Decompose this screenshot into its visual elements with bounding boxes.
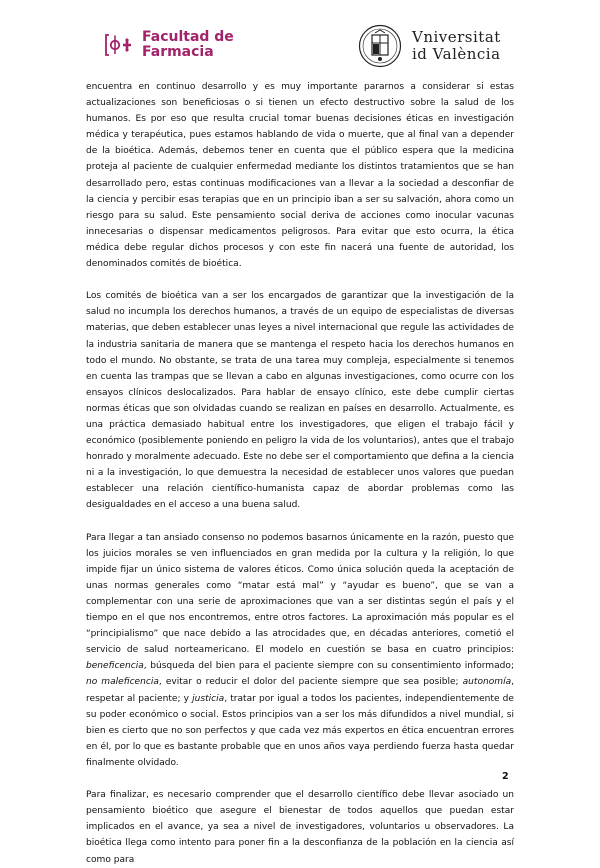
principle-beneficencia: beneficencia xyxy=(86,661,144,672)
faculty-name-line2: Farmacia xyxy=(142,44,214,60)
paragraph-text: Para finalizar, es necesario comprender que el desarrollo científico debe llevar asociado un pensamiento bioético que asegure el bienestar de todos aquellos que puedan estar implicados en el avance, ya sea a nivel de investigadores, voluntarios u observadores. La bioética llega como intento para poner fin a la desconfianza de la población en la ciencia así como para xyxy=(86,790,514,865)
body-text xyxy=(86,79,514,868)
paragraph-text: , respetar al paciente; y xyxy=(86,677,515,704)
paragraph xyxy=(86,79,514,272)
paragraph xyxy=(86,530,514,771)
paragraph-text: Los comités de bioética van a ser los encargados de garantizar que la investigación de la salud no incumpla los derechos humanos, a través de un equipo de especialistas de diversas materias, que deben establecer unas leyes a nivel internacional que regule las actividades de la industria sanitaria de manera que se mantenga el respeto hacia los derechos humanos en todo el mundo. No obstante, se trata de una tarea muy compleja, especialmente si tenemos en cuenta las trampas que se llevan a cabo en algunas investigaciones, como ocurre con los ensayos clínicos deslocalizados. Para hablar de ensayo clínico, este debe cumplir ciertas normas éticas que son olvidadas cuando se realizan en países en desarrollo. Actualmente, es una práctica demasiado habitual entre los investigadores, que eligen el trabajo fácil y económico (posiblemente poniendo en peligro la vida de los voluntarios), antes que el trabajo honrado y moralmente adecuado. Este no debe ser el comportamiento que defina a la ciencia ni a la investigación, lo que demuestra la necesidad de establecer unos valores que puedan establecer una relación científico-humanista capaz de abordar problemas como las desigualdades en el acceso a una buena salud. xyxy=(86,291,514,511)
paragraph-text: , evitar o reducir el dolor del paciente siempre que sea posible; xyxy=(158,677,463,688)
paragraph xyxy=(86,787,514,867)
page-number: 2 xyxy=(502,771,509,782)
paragraph-text: , búsqueda del bien para el paciente siempre con su consentimiento informado; xyxy=(143,661,514,672)
principle-justicia: justicia xyxy=(192,693,225,704)
paragraph xyxy=(86,288,514,513)
paragraph-text: Para llegar a tan ansiado consenso no podemos basarnos únicamente en la razón, puesto que los juicios morales se ven influenciados en gran medida por la cultura y la religión, lo que impide fijar un único sistema de valores éticos. Como única solución queda la aceptación de unas normas generales como “matar está mal” y “ayudar es bueno”, que se van a complementar con una serie de aproximaciones que van a ser distintas según el país y el tiempo en el que nos encontremos, entre otros factores. La aproximación más popular es el “principialismo” que nace debido a las atrocidades que, en décadas anteriores, cometió el servicio de salud norteamericano. El modelo en cuestión se basa en cuatro principios: xyxy=(86,532,514,656)
principle-no-maleficencia: no maleficencia xyxy=(86,677,159,688)
faculty-logo xyxy=(103,30,234,60)
pharmacy-faculty-logo-icon xyxy=(103,32,137,58)
paragraph-text: encuentra en continuo desarrollo y es muy importante pararnos a considerar si estas actualizaciones son beneficiosas o si tienen un efecto destructivo sobre la salud de los humanos. Es por eso que resulta crucial tomar buenas decisiones éticas en investigación médica y terapéutica, pues estamos hablando de vida o muerte, que al final van a depender de la bioética. Además, debemos tener en cuenta que el público espera que la medicina proteja al paciente de cualquier enfermedad mediante los distintos tratamientos que se han desarrollado pero, estas continuas modificaciones van a llevar a la sociedad a desconfiar de la ciencia y percibir esas terapias que en un principio iban a ser su salvación, ahora como un riesgo para su salud. Este pensamiento social deriva de acciones como inocular vacunas innecesarias o dispensar medicamentos peligrosos. Para evitar que esto ocurra, la ética médica debe regular dichos procesos y con este fin nacerá una fuente de autoridad, los denominados comités de bioética. xyxy=(86,82,514,270)
university-seal-icon xyxy=(358,24,402,68)
paragraph-text: , tratar por igual a todos los pacientes, independientemente de su poder económico o social. Estos principios van a ser los más difundidos a nivel mundial, si bien es cierto que no son perfectos y que cada vez más expertos en ética encuentran errores en él, por lo que es bastante probable que en unos años vaya perdiendo fuerza hasta quedar finalmente olvidado. xyxy=(86,693,514,768)
faculty-name-line1: Facultad de xyxy=(142,29,234,45)
university-name-line2: id València xyxy=(412,45,501,63)
principle-autonomia: autonomía xyxy=(462,677,512,688)
university-logo xyxy=(358,24,501,68)
page-header xyxy=(0,0,600,76)
university-name-line1: Vniversitat xyxy=(412,28,501,46)
